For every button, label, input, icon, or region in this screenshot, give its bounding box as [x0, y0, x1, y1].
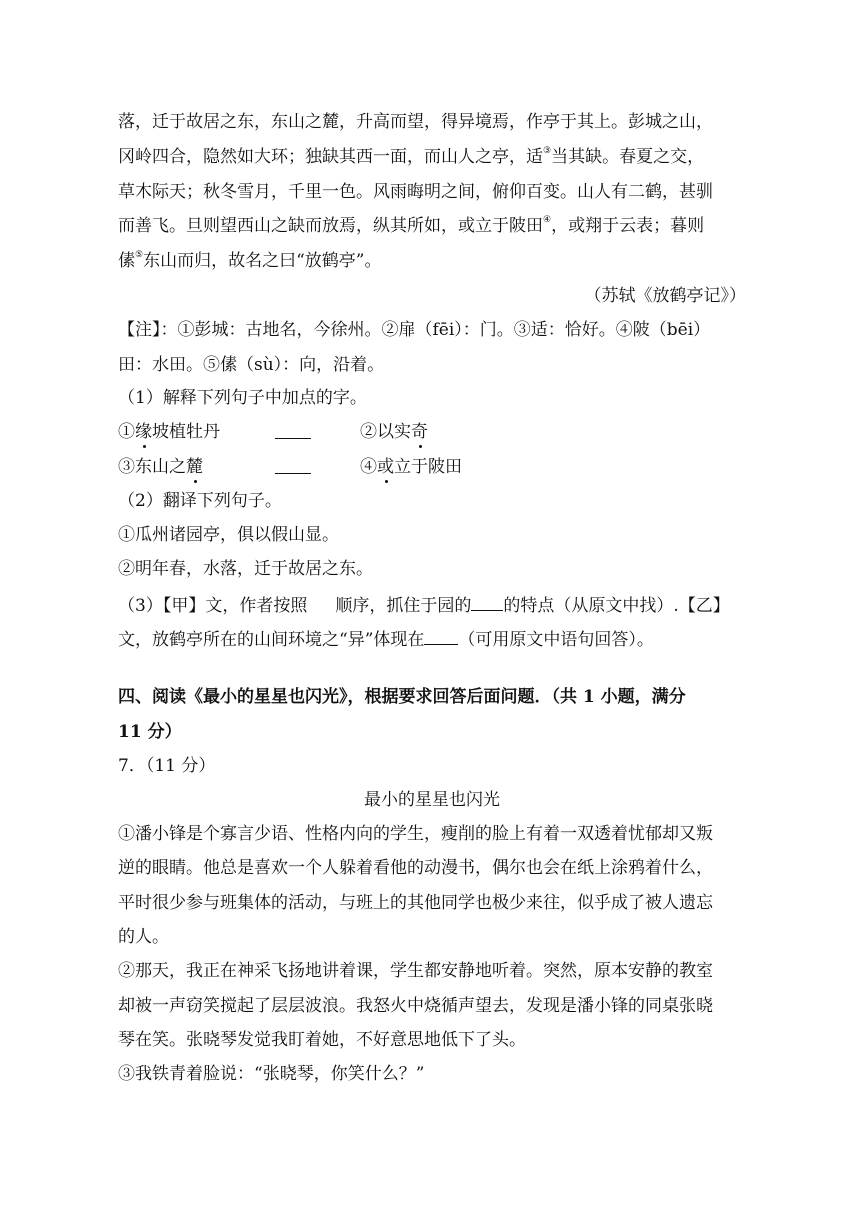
q1-title: （1）解释下列句子中加点的字。	[118, 388, 367, 408]
text-span: 东山而归，故名之曰“放鹤亭”。	[143, 251, 382, 271]
para3-line-1: ③我铁青着脸说：“张晓琴，你笑什么？”	[118, 1064, 425, 1084]
q3-line-1	[118, 594, 746, 616]
para1-line-3: 平时很少参与班集体的活动，与班上的其他同学也极少来往，似乎成了被人遗忘	[118, 893, 713, 913]
q1-row-1	[118, 422, 746, 442]
text-span: 傃	[118, 251, 135, 271]
q3-line-2	[118, 628, 746, 650]
question-number: 7．（11 分）	[118, 756, 216, 776]
text-span: ③东山之	[118, 457, 186, 477]
passage-line-4	[118, 216, 746, 236]
answer-blank[interactable]	[275, 457, 311, 474]
text-span: 而善飞。旦则望西山之缺而放焉，纵其所如，或立于陂田	[118, 216, 543, 236]
passage-source: （苏轼《放鹤亭记》）	[584, 286, 746, 306]
footnote-marker: ④	[543, 215, 552, 225]
para2-line-3: 琴在笑。张晓琴发觉我盯着她，不好意思地低下了头。	[118, 1030, 526, 1050]
q2-item-a: ①瓜州诸园亭，俱以假山显。	[118, 525, 339, 545]
text-span: 立于陂田	[394, 457, 462, 477]
text-span: 顺序，抓住于园的	[335, 596, 472, 616]
para1-line-4: 的人。	[118, 927, 169, 947]
passage-line-2	[118, 147, 746, 167]
q1-row-2	[118, 457, 746, 477]
text-span: 文，放鹤亭所在的山间环境之“异”体现在	[118, 630, 425, 650]
text-span: 坡植牡丹	[152, 422, 220, 442]
para1-line-2: 逆的眼睛。他总是喜欢一个人躲着看他的动漫书，偶尔也会在纸上涂鸦着什么，	[118, 858, 713, 878]
text-span: ②以实	[360, 422, 411, 442]
text-span: ，或翔于云表；暮则	[551, 216, 705, 236]
section-heading-line-1: 四、阅读《最小的星星也闪光》，根据要求回答后面问题．（共 1 小题，满分	[118, 687, 686, 707]
answer-blank[interactable]	[471, 594, 503, 611]
dotted-char: 奇	[411, 422, 428, 442]
q2-item-b: ②明年春，水落，迁于故居之东。	[118, 559, 373, 579]
passage-line-1: 落，迁于故居之东，东山之麓，升高而望，得异境焉，作亭于其上。彭城之山，	[118, 112, 713, 132]
footnote-marker: ⑤	[135, 250, 144, 260]
passage-line-3: 草木际天；秋冬雪月，千里一色。风雨晦明之间，俯仰百变。山人有二鹤，甚驯	[118, 182, 713, 202]
para2-line-2: 却被一声窃笑搅起了层层波浪。我怒火中烧循声望去，发现是潘小锋的同桌张晓	[118, 996, 713, 1016]
q1-item-b	[360, 422, 428, 442]
q1-item-c	[118, 457, 203, 477]
footnote-marker: ③	[543, 146, 552, 156]
para1-line-1: ①潘小锋是个寡言少语、性格内向的学生，瘦削的脸上有着一双透着忧郁却又叛	[118, 824, 713, 844]
answer-blank[interactable]	[424, 628, 458, 645]
notes-line-2: 田：水田。⑤傃（sù）：向，沿着。	[118, 355, 385, 375]
para2-line-1: ②那天，我正在神采飞扬地讲着课，学生都安静地听着。突然，原本安静的教室	[118, 961, 713, 981]
section-heading-line-2: 11 分）	[118, 722, 182, 742]
q1-item-a	[118, 422, 220, 442]
text-span: 的特点（从原文中找）.【乙】	[503, 596, 730, 616]
notes-line-1: 【注】：①彭城：古地名，今徐州。②扉（fēi）：门。③适：恰好。④陂（bēi）	[118, 320, 711, 340]
text-span: 当其缺。春夏之交，	[551, 147, 705, 167]
text-span: 冈岭四合，隐然如大环；独缺其西一面，而山人之亭，适	[118, 147, 543, 167]
dotted-char: 缘	[135, 422, 152, 442]
dotted-char: 或	[377, 457, 394, 477]
passage-line-5	[118, 251, 746, 271]
q1-item-d	[360, 457, 462, 477]
text-span: ④	[360, 457, 377, 477]
text-span: （3）【甲】文，作者按照	[118, 596, 308, 616]
answer-blank[interactable]	[275, 422, 311, 439]
article-title: 最小的星星也闪光	[364, 790, 500, 810]
dotted-char: 麓	[186, 457, 203, 477]
q2-title: （2）翻译下列句子。	[118, 491, 282, 511]
text-span: （可用原文中语句回答）。	[458, 630, 654, 650]
text-span: ①	[118, 422, 135, 442]
